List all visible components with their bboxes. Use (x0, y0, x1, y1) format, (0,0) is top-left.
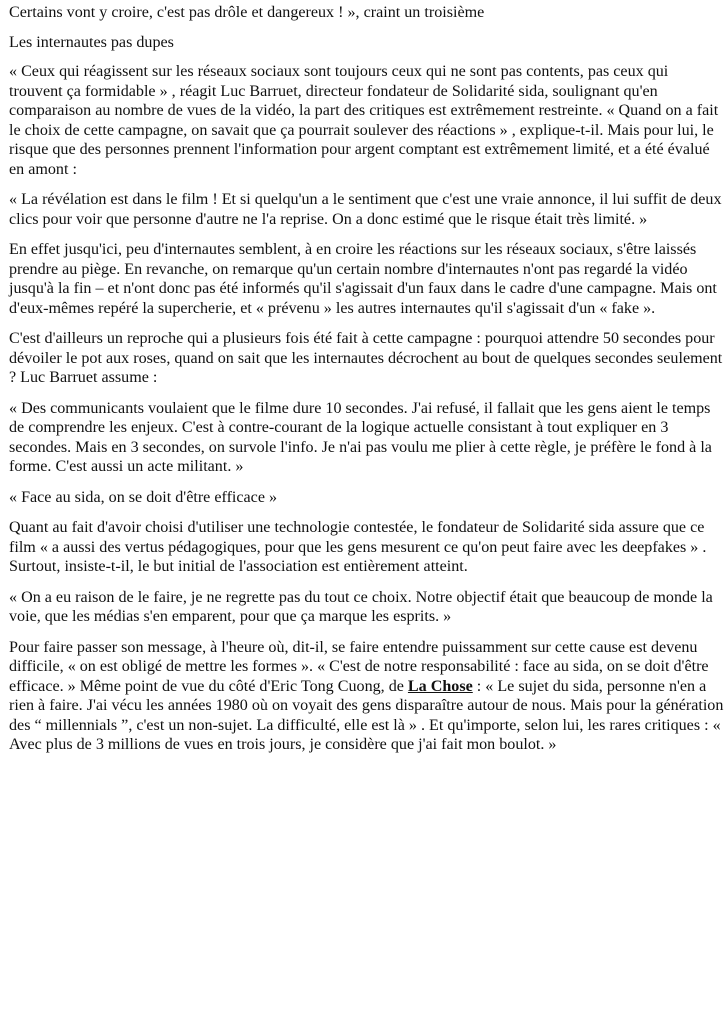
paragraph-revelation-quote: « La révélation est dans le film ! Et si quelqu'un a le sentiment que c'est une vraie annonce, il lui suffit de deux clics pour voir que personne d'autre ne l'a reprise. On a donc estimé que le risque était très limité. » (9, 191, 722, 228)
la-chose-link[interactable]: La Chose (407, 677, 473, 695)
paragraph-message (9, 638, 725, 755)
paragraph-reaction: « Ceux qui réagissent sur les réseaux sociaux sont toujours ceux qui ne sont pas contents, pas ceux qui trouvent ça formidable » , réagit Luc Barruet, directeur fondateur de Solidarité sida, soulignant qu'en comparaison au nombre de vues de la vidéo, la part des critiques est extrêmement restreinte. « Quand on a fait le choix de cette campagne, on savait que ça pourrait soulever des réactions » , explique-t-il. Mais pour lui, le risque que des personnes prennent l'information pour argent comptant est extrêmement limité, et a été évalué en amont : (9, 63, 719, 178)
paragraph-technologie: Quant au fait d'avoir choisi d'utiliser une technologie contestée, le fondateur de Solidarité sida assure que ce film « a aussi des vertus pédagogiques, pour que les gens mesurent ce qu'on peut faire avec les deepfakes » . Surtout, insiste-t-il, le but initial de l'association est entièrement atteint. (9, 519, 707, 575)
paragraph-communicants-quote: « Des communicants voulaient que le filme dure 10 secondes. J'ai refusé, il fallait que les gens aient le temps de comprendre les enjeux. C'est à contre-courant de la logique actuelle consistant à tout expliquer en 3 secondes. Mais en 3 secondes, on survole l'info. Je n'ai pas voulu me plier à cette règle, je préfère le fond à la forme. C'est aussi un acte militant. » (9, 399, 712, 475)
article-body (9, 3, 725, 766)
paragraph-internautes: En effet jusqu'ici, peu d'internautes semblent, à en croire les réactions sur les réseaux sociaux, s'être laissés prendre au piège. En revanche, on remarque qu'un certain nombre d'internautes n'ont pas regardé la vidéo jusqu'à la fin – et n'ont donc pas été informés qu'il s'agissait d'un faux dans le cadre d'une campagne. Mais ont d'eux-mêmes repéré la supercherie, et « prévenu » les autres internautes qu'il s'agissait d'un « fake ». (9, 241, 717, 317)
section-heading-internautes: Les internautes pas dupes (9, 33, 174, 51)
paragraph-objectif-quote: « On a eu raison de le faire, je ne regrette pas du tout ce choix. Notre objectif était que beaucoup de monde la voie, que les médias s'en emparent, pour que ça marque les esprits. » (9, 588, 713, 625)
paragraph-quote-end: Certains vont y croire, c'est pas drôle et dangereux ! », craint un troisième (9, 4, 485, 21)
paragraph-reproche: C'est d'ailleurs un reproche qui a plusieurs fois été fait à cette campagne : pourquoi attendre 50 secondes pour dévoiler le pot aux roses, quand on sait que les internautes décrochent au bout de quelques secondes seulement ? Luc Barruet assume : (9, 330, 723, 386)
paragraph-message-start: Pour faire passer son message, à l'heure où, dit-il, se faire entendre puissamment sur cette cause est devenu difficile, « on est obligé de mettre les formes ». « C'est de notre responsabilité : face au sida, on se doit d'être efficace. » Même point de vue du côté d'Eric Tong Cuong, de (9, 638, 709, 695)
section-heading-efficace: « Face au sida, on se doit d'être efficace » (9, 488, 278, 506)
paragraph-message-end: : « Le sujet du sida, personne n'en a rien à faire. J'ai vécu les années 1980 où on voyait des gens disparaître autour de nous. Mais pour la génération des “ millennials ”, c'est un non-sujet. La difficulté, elle est là » . Et qu'importe, selon lui, les rares critiques : « Avec plus de 3 millions de vues en trois jours, je considère que j'ai fait mon boulot. » (9, 677, 724, 753)
